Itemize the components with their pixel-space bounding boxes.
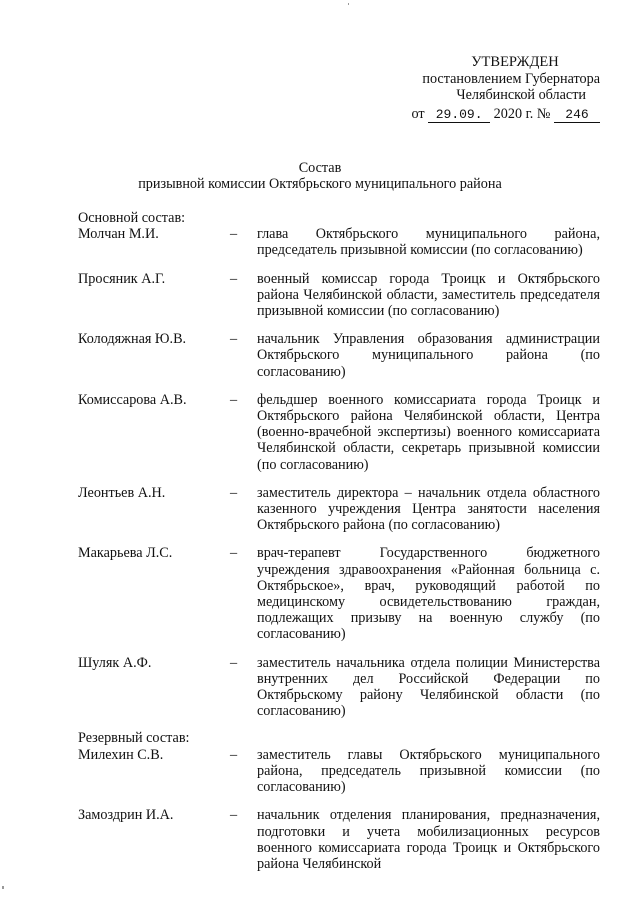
member-role: врач-терапевт Государственного бюджетного учреждения здравоохранения «Районная больница с. Октябрьское», врач, руководящий работой по медицинскому освидетельствованию граждан, подлежащих призыву на военную службу (по согласованию) — [257, 545, 600, 643]
member-name: Колодяжная Ю.В. — [78, 331, 187, 348]
dash: – — [230, 331, 238, 348]
member-name: Просяник А.Г. — [78, 270, 166, 287]
member-row — [78, 392, 600, 473]
commission-list — [78, 210, 600, 872]
member-name: Комиссарова А.В. — [78, 391, 187, 408]
member-row — [78, 747, 600, 796]
scan-mark — [348, 3, 349, 5]
dash: – — [230, 226, 238, 243]
member-role: заместитель начальника отдела полиции Министерства внутренних дел Российской Федерации по Октябрьскому району Челябинской области (по согласованию) — [257, 654, 600, 720]
dash: – — [230, 746, 238, 763]
member-row — [78, 485, 600, 534]
member-role: глава Октябрьского муниципального района, председатель призывной комиссии (по согласованию) — [257, 226, 600, 259]
document-title — [0, 160, 640, 192]
member-role: начальник Управления образования администрации Октябрьского муниципального района (по согласованию) — [257, 331, 600, 380]
approval-date: 29.09. — [428, 108, 490, 123]
title-line: Состав — [298, 160, 342, 176]
member-role: фельдшер военного комиссариата города Троицк и Октябрьского района Челябинской области, Центра (военно-врачебной экспертизы) военного комиссариата Челябинской области, секретарь призывной комиссии (по согласованию) — [257, 391, 600, 473]
member-row — [78, 226, 600, 258]
dash: – — [230, 391, 238, 408]
member-row — [78, 655, 600, 720]
dash: – — [230, 545, 238, 562]
dash: – — [230, 484, 238, 501]
member-name: Шуляк А.Ф. — [78, 654, 152, 671]
scan-mark — [2, 886, 4, 889]
member-name: Замоздрин И.А. — [78, 807, 174, 824]
member-role: военный комиссар города Троицк и Октябрьского района Челябинской области, заместитель председателя призывной комиссии (по согласованию) — [257, 270, 600, 320]
section-heading-reserve: Резервный состав: — [78, 730, 190, 747]
member-name: Леонтьев А.Н. — [78, 484, 166, 501]
member-row — [78, 271, 600, 320]
approval-line: Челябинской области — [456, 87, 586, 104]
dash: – — [230, 654, 238, 671]
approval-number: 246 — [554, 108, 600, 123]
approval-line: постановлением Губернатора — [422, 71, 600, 88]
member-name: Молчан М.И. — [78, 226, 159, 243]
member-row — [78, 331, 600, 380]
member-name: Милехин С.В. — [78, 746, 164, 763]
approval-block — [400, 54, 600, 123]
approval-from: от — [411, 105, 425, 122]
dash: – — [230, 270, 238, 287]
member-name: Макарьева Л.С. — [78, 545, 173, 562]
dash: – — [230, 807, 238, 824]
approval-year: 2020 г. № — [493, 105, 551, 122]
member-row — [78, 545, 600, 642]
member-row — [78, 807, 600, 872]
title-line: призывной комиссии Октябрьского муниципального района — [138, 176, 502, 193]
member-role: заместитель главы Октябрьского муниципального района, председатель призывной комиссии (по согласованию) — [257, 746, 600, 796]
approval-date-line — [400, 106, 600, 123]
member-role: начальник отделения планирования, предназначения, подготовки и учета мобилизационных ресурсов военного комиссариата города Троицк и Октябрьского района Челябинской — [257, 807, 600, 872]
section-heading-main: Основной состав: — [78, 210, 186, 226]
member-role: заместитель директора – начальник отдела областного казенного учреждения Центра занятости населения Октябрьского района (по согласованию) — [257, 484, 600, 534]
approval-heading: УТВЕРЖДЕН — [471, 54, 559, 70]
